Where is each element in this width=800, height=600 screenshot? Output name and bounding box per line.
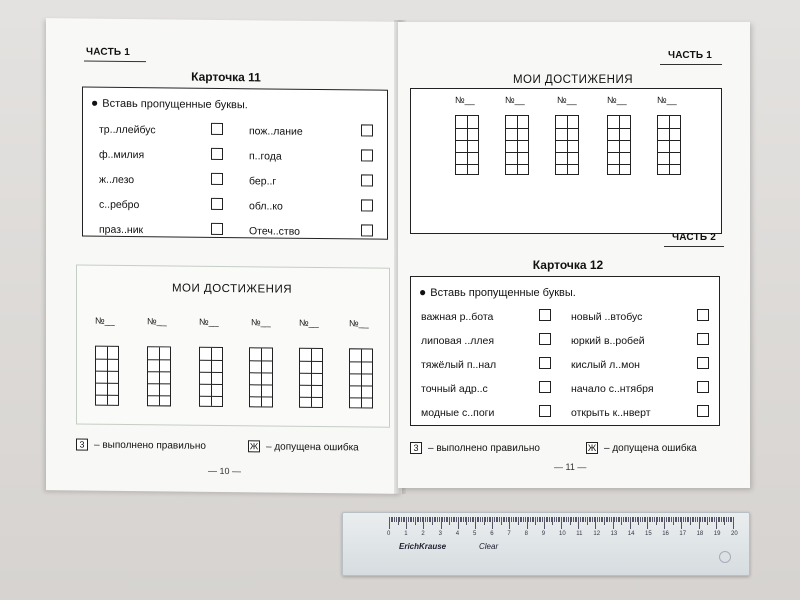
word-item: модные с..поги	[421, 407, 495, 419]
error-mark-box: Ж	[249, 441, 259, 452]
page-number: — 10 —	[208, 465, 242, 477]
card-title: Карточка 11	[191, 69, 261, 85]
word-item: точный адр..с	[421, 383, 488, 395]
answer-checkbox[interactable]	[697, 381, 709, 393]
answer-checkbox[interactable]	[361, 174, 373, 186]
word-item: ф..милия	[99, 148, 145, 162]
ruler-number: 11	[576, 531, 583, 537]
word-item: начало с..нтября	[571, 383, 654, 395]
word-item: с..ребро	[99, 198, 140, 212]
ruler-number: 0	[387, 531, 391, 537]
score-grid[interactable]	[505, 115, 529, 175]
ruler	[342, 512, 750, 576]
score-grid[interactable]	[455, 115, 479, 175]
number-label: №__	[455, 95, 475, 105]
answer-checkbox[interactable]	[539, 333, 551, 345]
ruler-tick	[733, 517, 734, 529]
error-legend-text: – допущена ошибка	[266, 441, 359, 454]
left-page	[46, 18, 402, 494]
answer-checkbox[interactable]	[361, 199, 373, 211]
right-page	[398, 22, 750, 488]
achievements-title: МОИ ДОСТИЖЕНИЯ	[171, 282, 293, 296]
ruler-number: 20	[731, 531, 738, 537]
part-underline	[84, 61, 146, 63]
ruler-number: 3	[438, 531, 442, 537]
word-item: праз..ник	[99, 223, 144, 237]
correct-legend-text: – выполнено правильно	[428, 443, 540, 454]
answer-checkbox[interactable]	[211, 198, 223, 210]
word-item: пож..лание	[249, 125, 303, 138]
score-grid[interactable]	[299, 348, 323, 408]
answer-checkbox[interactable]	[697, 333, 709, 345]
ruler-hole	[719, 551, 731, 563]
word-item: тяжёлый п..нал	[421, 359, 497, 371]
word-item: важная р..бота	[421, 311, 494, 323]
answer-checkbox[interactable]	[539, 405, 551, 417]
word-item: бер..г	[249, 175, 277, 188]
number-label: №__	[147, 316, 167, 327]
ruler-number: 15	[645, 531, 652, 537]
answer-checkbox[interactable]	[361, 224, 373, 236]
number-label: №__	[349, 318, 369, 329]
part-underline	[660, 64, 722, 65]
ruler-number: 13	[610, 531, 618, 537]
ruler-number: 7	[507, 531, 511, 537]
ruler-number: 12	[593, 531, 601, 537]
score-grid[interactable]	[555, 115, 579, 175]
exercise-card	[410, 276, 720, 426]
error-legend-text: – допущена ошибка	[604, 443, 697, 454]
score-grid[interactable]	[199, 347, 223, 407]
score-grid[interactable]	[349, 348, 373, 408]
score-grid[interactable]	[607, 115, 631, 175]
instruction: ● Вставь пропущенные буквы.	[91, 95, 248, 112]
word-item: кислый л..мон	[571, 359, 640, 371]
word-item: ж..лезо	[99, 173, 135, 187]
part-label: ЧАСТЬ 2	[672, 232, 717, 243]
answer-checkbox[interactable]	[211, 123, 223, 135]
ruler-number: 1	[404, 531, 408, 537]
word-item: тр..ллейбус	[99, 123, 156, 137]
ruler-number: 10	[559, 531, 566, 537]
ruler-number: 8	[524, 531, 528, 537]
score-grid[interactable]	[147, 346, 171, 406]
instruction: ● Вставь пропущенные буквы.	[419, 285, 576, 299]
correct-mark-box: 3	[410, 442, 422, 454]
word-item: обл..ко	[249, 200, 283, 213]
correct-legend-text: – выполнено правильно	[94, 439, 206, 452]
ruler-model: Clear	[479, 542, 499, 551]
achievements-box	[76, 264, 390, 427]
answer-checkbox[interactable]	[539, 357, 551, 369]
error-mark-box: Ж	[587, 443, 597, 453]
number-label: №__	[657, 95, 677, 105]
ruler-number: 19	[713, 531, 721, 537]
number-label: №__	[299, 317, 319, 328]
word-item: липовая ..ллея	[421, 335, 495, 347]
answer-checkbox[interactable]	[697, 405, 709, 417]
word-item: Отеч..ство	[249, 225, 301, 238]
ruler-number: 5	[473, 531, 477, 537]
answer-checkbox[interactable]	[211, 223, 223, 235]
answer-checkbox[interactable]	[211, 173, 223, 185]
number-label: №__	[505, 95, 525, 105]
instruction-text: Вставь пропущенные буквы.	[102, 97, 248, 112]
answer-checkbox[interactable]	[697, 309, 709, 321]
ruler-number: 4	[455, 531, 460, 537]
exercise-card	[82, 87, 388, 240]
answer-checkbox[interactable]	[539, 381, 551, 393]
ruler-number: 17	[679, 531, 687, 537]
ruler-number: 18	[696, 531, 704, 537]
number-label: №__	[199, 316, 219, 327]
answer-checkbox[interactable]	[539, 309, 551, 321]
answer-checkbox[interactable]	[697, 357, 709, 369]
number-label: №__	[557, 95, 577, 105]
ruler-number: 16	[662, 531, 669, 537]
score-grid[interactable]	[657, 115, 681, 175]
ruler-brand: ErichKrause	[399, 542, 447, 551]
part-label: ЧАСТЬ 1	[668, 50, 713, 61]
page-number: — 11 —	[554, 462, 587, 472]
score-grid[interactable]	[95, 346, 119, 406]
correct-mark-box: 3	[76, 438, 88, 450]
answer-checkbox[interactable]	[361, 124, 373, 136]
ruler-number: 6	[490, 531, 494, 537]
answer-checkbox[interactable]	[211, 148, 223, 160]
number-label: №__	[251, 317, 271, 328]
word-item: п..года	[249, 150, 282, 163]
number-label: №__	[95, 315, 115, 326]
achievements-box	[410, 88, 722, 234]
number-label: №__	[607, 95, 627, 105]
score-grid[interactable]	[249, 347, 273, 407]
part-underline	[664, 246, 724, 247]
achievements-title: МОИ ДОСТИЖЕНИЯ	[512, 74, 634, 86]
part-label: ЧАСТЬ 1	[86, 46, 131, 59]
instruction-text: Вставь пропущенные буквы.	[430, 287, 576, 299]
word-item: новый ..втобус	[571, 311, 643, 323]
ruler-number: 14	[627, 531, 635, 537]
ruler-number: 2	[421, 531, 425, 537]
word-item: открыть к..нверт	[571, 407, 651, 419]
card-title: Карточка 12	[532, 258, 604, 272]
answer-checkbox[interactable]	[361, 149, 373, 161]
ruler-number: 9	[541, 531, 546, 537]
word-item: юркий в..робей	[571, 335, 645, 347]
